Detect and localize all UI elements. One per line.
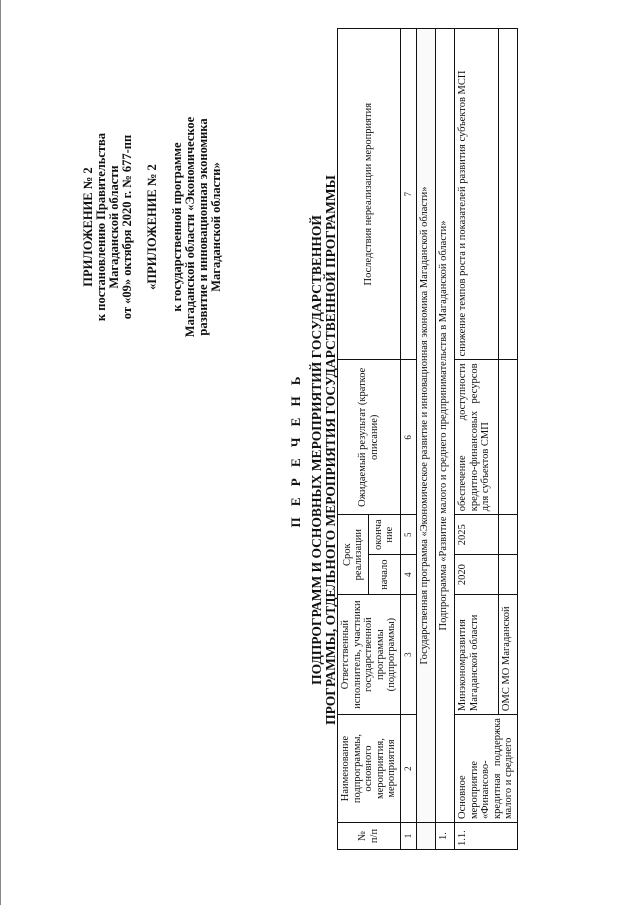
- col-number: 2: [400, 715, 417, 823]
- program-line: Магаданской области»: [209, 162, 223, 292]
- appendix-title-quoted: «ПРИЛОЖЕНИЕ № 2: [145, 164, 159, 290]
- row-start-empty: [499, 555, 517, 595]
- program-line: развитие и инновационная экономика: [196, 118, 210, 336]
- row-num: 1.1.: [455, 823, 518, 850]
- subprogram-row-num: 1.: [436, 823, 455, 850]
- col-number: 7: [400, 29, 417, 360]
- program-row: Государственная программа «Экономическое развитие и инновационная экономика Магаданской области»: [417, 29, 436, 823]
- program-line: Магаданской области «Экономическое: [183, 116, 197, 338]
- resolution-line: Магаданской области: [107, 165, 121, 289]
- document-title: [288, 55, 338, 845]
- header-name: Наименование подпрограммы, основного мероприятия, мероприятия: [338, 715, 401, 823]
- row-result: обеспечение доступности кредитно-финансовых ресурсов для субъектов СМП: [455, 360, 499, 515]
- appendix-title: ПРИЛОЖЕНИЕ № 2: [81, 167, 95, 287]
- header-term: Срок реализации: [338, 515, 369, 595]
- appendix-header: [82, 77, 223, 377]
- row-end: 2025: [455, 515, 499, 555]
- program-row-num: [417, 823, 436, 850]
- measures-table: [337, 28, 518, 850]
- title-line: ПРОГРАММЫ, ОТДЕЛЬНОГО МЕРОПРИЯТИЯ ГОСУДАРСТВЕННОЙ ПРОГРАММЫ: [323, 175, 338, 725]
- row-consequences: снижение темпов роста и показателей развития субъектов МСП: [455, 29, 499, 360]
- col-number: 4: [400, 555, 417, 595]
- row-start: 2020: [455, 555, 499, 595]
- header-result: Ожидаемый результат (краткое описание): [338, 360, 401, 515]
- program-line: к государственной программе: [170, 142, 184, 312]
- page-edge-line: [0, 0, 1, 905]
- resolution-line: к постановлению Правительства: [94, 132, 108, 322]
- header-num: № п/п: [338, 823, 401, 850]
- row-name: Основное мероприятие «Финансово-кредитная поддержка малого и среднего: [455, 715, 518, 823]
- row-end-empty: [499, 515, 517, 555]
- col-number: 3: [400, 595, 417, 715]
- header-consequences: Последствия нереализации мероприятия: [338, 29, 401, 360]
- col-number: 1: [400, 823, 417, 850]
- header-responsible: Ответственный исполнитель, участники государственной программы (подпрограммы): [338, 595, 401, 715]
- header-end: оконча ние: [369, 515, 400, 555]
- header-start: начало: [369, 555, 400, 595]
- row-responsible: Минэкономразвития Магаданской области: [455, 595, 499, 715]
- title-spaced: П Е Р Е Ч Е Н Ь: [288, 372, 303, 528]
- col-number: 5: [400, 515, 417, 555]
- row-responsible: ОМС МО Магаданской: [499, 595, 517, 715]
- subprogram-row: Подпрограмма «Развитие малого и среднего предпринимательства в Магаданской области»: [436, 29, 455, 823]
- col-number: 6: [400, 360, 417, 515]
- row-consequences-empty: [499, 29, 517, 360]
- row-result-empty: [499, 360, 517, 515]
- title-line: ПОДПРОГРАММ И ОСНОВНЫХ МЕРОПРИЯТИЙ ГОСУДАРСТВЕННОЙ: [309, 215, 324, 685]
- resolution-date-line: от «09» октября 2020 г. № 677-пп: [120, 134, 134, 320]
